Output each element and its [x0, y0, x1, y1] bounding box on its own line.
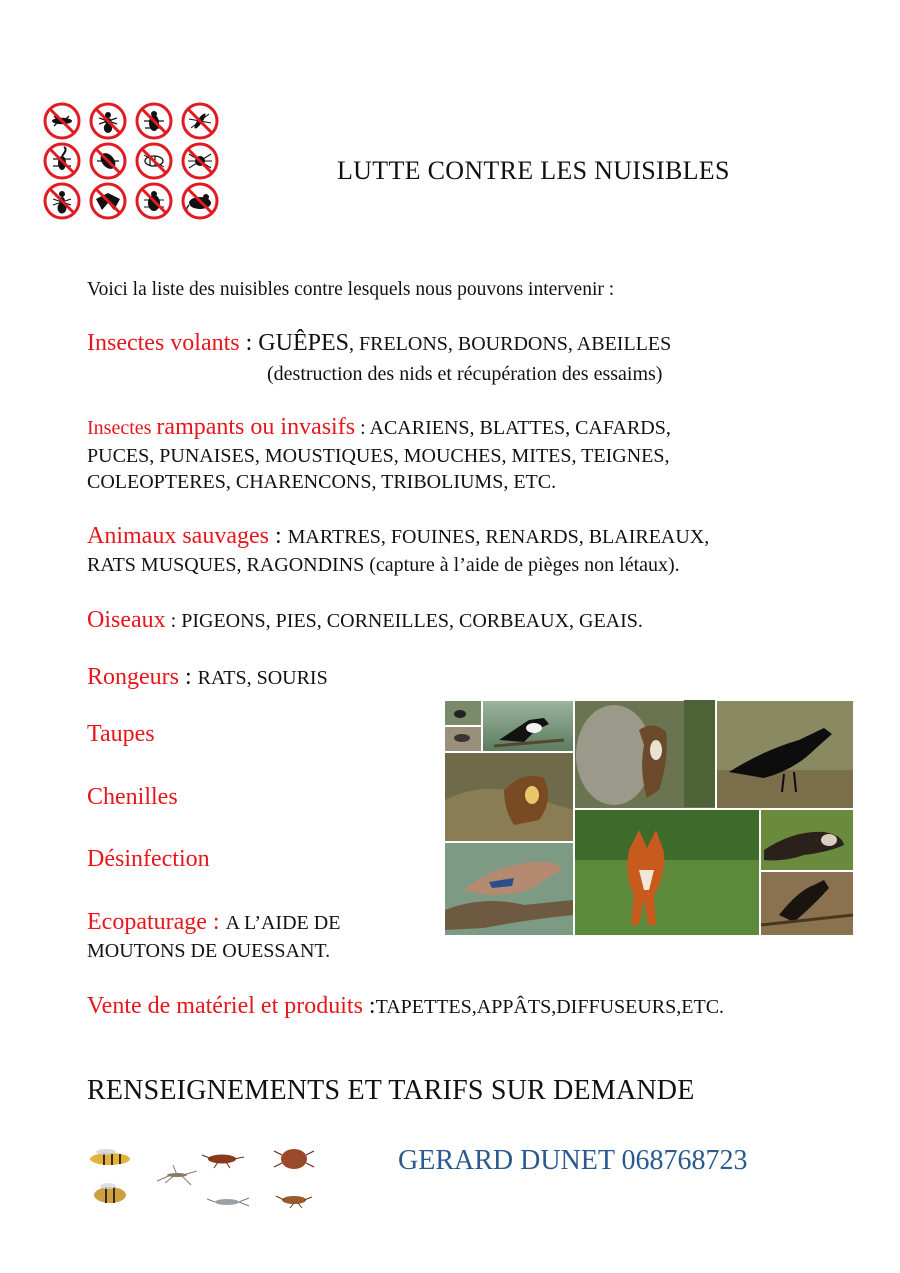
insects-illustration — [82, 1145, 322, 1217]
section-animaux-sauvages: Animaux sauvages : MARTRES, FOUINES, RENARDS, BLAIREAUX, — [87, 523, 710, 549]
ferret-photo — [761, 810, 853, 870]
wildlife-photo-collage — [444, 700, 854, 936]
section-label: Vente de matériel et produits — [87, 993, 369, 1019]
section-rongeurs: Rongeurs : RATS, SOURIS — [87, 664, 328, 690]
section-oiseaux: Oiseaux : PIGEONS, PIES, CORNEILLES, CORBEAUX, GEAIS. — [87, 607, 643, 633]
bird-photo — [761, 872, 853, 935]
section-label: Animaux sauvages — [87, 523, 269, 549]
crow-photo — [717, 701, 853, 808]
section-chenilles: Chenilles — [87, 784, 178, 810]
section-insectes-volants: Insectes volants : GUÊPES, FRELONS, BOURDONS, ABEILLES — [87, 330, 672, 356]
cockroach-icon — [276, 1196, 312, 1208]
section-vente: Vente de matériel et produits :TAPETTES,APPÂTS,DIFFUSEURS,ETC. — [87, 993, 725, 1019]
section-label: rampants ou invasifs — [156, 414, 356, 440]
bird-photo — [445, 701, 481, 725]
section-label: Rongeurs — [87, 664, 179, 690]
insectes-volants-note: (destruction des nids et récupération des essaims) — [267, 363, 663, 385]
bedbug-icon — [274, 1149, 314, 1169]
contact-info: GERARD DUNET 068768723 — [398, 1145, 748, 1176]
mosquito-icon — [157, 1165, 197, 1185]
magpie-photo — [483, 701, 573, 751]
marten-photo — [445, 753, 573, 841]
renseignements-text: RENSEIGNEMENTS ET TARIFS SUR DEMANDE — [87, 1075, 695, 1106]
section-rampants: Insectes rampants ou invasifs : ACARIENS, BLATTES, CAFARDS, — [87, 414, 671, 440]
cockroach-icon — [202, 1155, 244, 1169]
section-taupes: Taupes — [87, 721, 155, 747]
section-desinfection: Désinfection — [87, 846, 210, 872]
rampants-line-3: COLEOPTERES, CHARENCONS, TRIBOLIUMS, ETC. — [87, 471, 557, 493]
intro-text: Voici la liste des nuisibles contre lesquels nous pouvons intervenir : — [87, 279, 615, 300]
marten-photo — [575, 700, 715, 808]
section-label: Insectes volants — [87, 330, 240, 356]
bee-icon — [94, 1183, 126, 1203]
jay-photo — [445, 843, 573, 935]
section-ecopaturage: Ecopaturage : A L’AIDE DE — [87, 909, 341, 935]
animaux-line-2: RATS MUSQUES, RAGONDINS (capture à l’aide de pièges non létaux). — [87, 554, 680, 576]
rampants-line-2: PUCES, PUNAISES, MOUSTIQUES, MOUCHES, MITES, TEIGNES, — [87, 445, 670, 467]
guepes-text: GUÊPES — [258, 330, 349, 356]
section-label: Ecopaturage : — [87, 909, 226, 935]
section-label: Oiseaux — [87, 607, 166, 633]
silverfish-icon — [207, 1198, 249, 1206]
ecopaturage-line-2: MOUTONS DE OUESSANT. — [87, 940, 331, 962]
page-title: LUTTE CONTRE LES NUISIBLES — [337, 156, 730, 185]
wasp-icon — [90, 1149, 130, 1165]
pest-icons-grid — [42, 102, 222, 222]
bird-photo — [445, 727, 481, 751]
fox-photo — [575, 810, 759, 935]
